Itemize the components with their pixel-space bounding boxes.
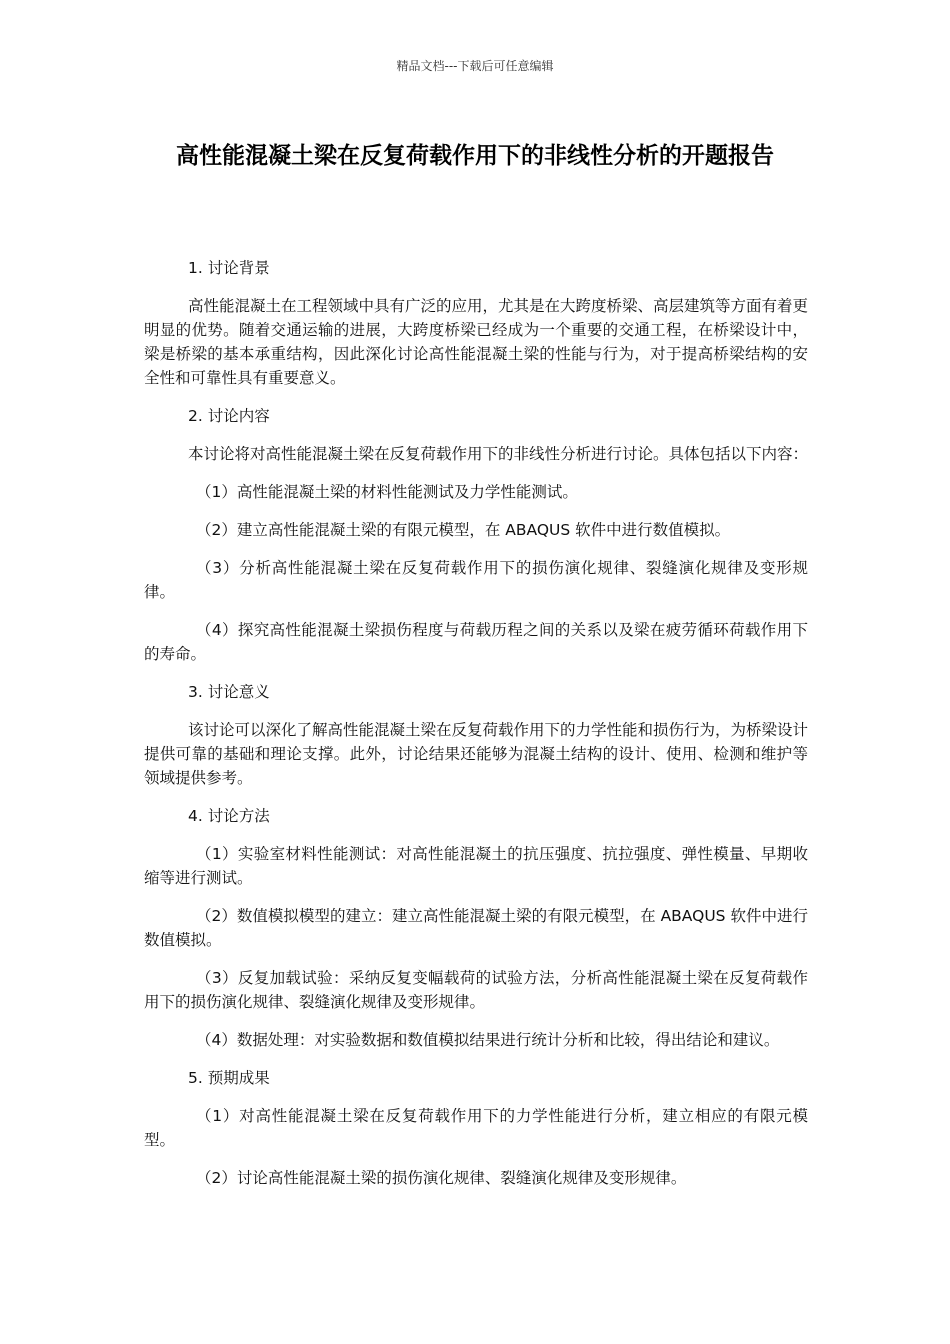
document-title: 高性能混凝土梁在反复荷载作用下的非线性分析的开题报告: [176, 143, 774, 169]
list-item: （4）探究高性能混凝土梁损伤程度与荷载历程之间的关系以及梁在疲劳循环荷载作用下的寿命。: [144, 621, 808, 663]
list-item: （1）实验室材料性能测试：对高性能混凝土的抗压强度、抗拉强度、弹性模量、早期收缩等进行测试。: [144, 845, 808, 887]
list-item: （4）数据处理：对实验数据和数值模拟结果进行统计分析和比较，得出结论和建议。: [196, 1031, 780, 1049]
list-item: （2）讨论高性能混凝土梁的损伤演化规律、裂缝演化规律及变形规律。: [196, 1169, 687, 1187]
list-item: （2）数值模拟模型的建立：建立高性能混凝土梁的有限元模型，在 ABAQUS 软件中进行数值模拟。: [144, 907, 808, 949]
list-item: （1）高性能混凝土梁的材料性能测试及力学性能测试。: [196, 483, 578, 501]
section-background: [144, 256, 808, 390]
list-item: （2）建立高性能混凝土梁的有限元模型，在 ABAQUS 软件中进行数值模拟。: [196, 521, 731, 539]
section-heading: 4. 讨论方法: [188, 807, 270, 825]
paragraph: 该讨论可以深化了解高性能混凝土梁在反复荷载作用下的力学性能和损伤行为，为桥梁设计提供可靠的基础和理论支撑。此外，讨论结果还能够为混凝土结构的设计、使用、检测和维护等领域提供参考。: [144, 721, 809, 787]
section-methods: [144, 804, 808, 1052]
paragraph: 高性能混凝土在工程领域中具有广泛的应用，尤其是在大跨度桥梁、高层建筑等方面有着更明显的优势。随着交通运输的进展，大跨度桥梁已经成为一个重要的交通工程，在桥梁设计中，梁是桥梁的基本承重结构，因此深化讨论高性能混凝土梁的性能与行为，对于提高桥梁结构的安全性和可靠性具有重要意义。: [144, 297, 809, 387]
document-body: [144, 256, 808, 1204]
section-heading: 5. 预期成果: [188, 1069, 270, 1087]
list-item: （3）反复加载试验：采纳反复变幅载荷的试验方法，分析高性能混凝土梁在反复荷载作用下的损伤演化规律、裂缝演化规律及变形规律。: [144, 969, 808, 1011]
paragraph: 本讨论将对高性能混凝土梁在反复荷载作用下的非线性分析进行讨论。具体包括以下内容：: [188, 445, 809, 463]
section-heading: 2. 讨论内容: [188, 407, 270, 425]
page-header-watermark: 精品文档---下载后可任意编辑: [396, 59, 554, 73]
section-heading: 1. 讨论背景: [188, 259, 270, 277]
section-heading: 3. 讨论意义: [188, 683, 270, 701]
list-item: （1）对高性能混凝土梁在反复荷载作用下的力学性能进行分析，建立相应的有限元模型。: [144, 1107, 808, 1149]
section-expected-results: [144, 1066, 808, 1190]
section-significance: [144, 680, 808, 790]
list-item: （3）分析高性能混凝土梁在反复荷载作用下的损伤演化规律、裂缝演化规律及变形规律。: [144, 559, 808, 601]
section-content: [144, 404, 808, 666]
